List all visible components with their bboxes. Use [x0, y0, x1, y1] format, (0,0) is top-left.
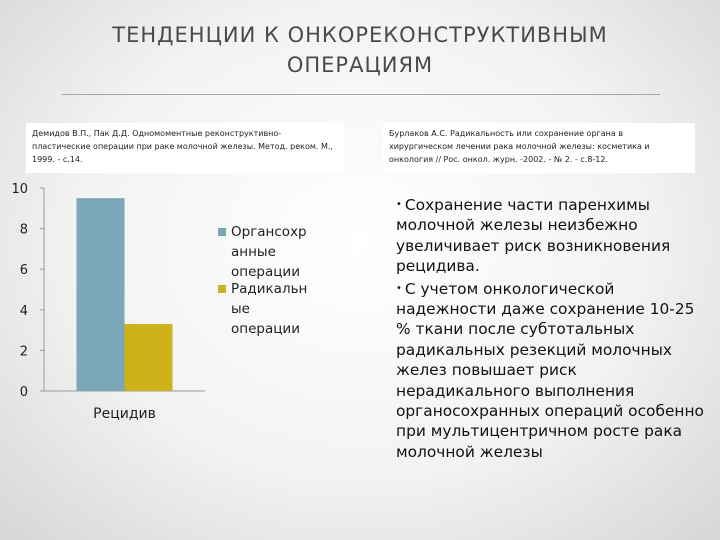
y-tick-label: 2	[19, 344, 28, 360]
x-tick-label: Рецидив	[93, 406, 156, 422]
bullet-text: С учетом онкологической надежности даже сохранение 10-25 % ткани после субтотальных радикальных резекций молочных желез повышает риск нерадикального выполнения органосохранных операций особенно при мультицентричном росте рака молочной железы	[396, 279, 704, 461]
y-tick-label: 4	[19, 303, 28, 319]
y-tick-label: 10	[11, 182, 28, 197]
bullet-dot-icon: •	[396, 199, 402, 210]
title-line-2: ОПЕРАЦИЯМ	[286, 53, 434, 77]
title-divider	[62, 94, 660, 95]
bar-2	[125, 324, 173, 391]
y-tick-label: 0	[19, 385, 28, 400]
legend-label: операции	[231, 321, 300, 337]
legend-label: анные	[231, 244, 276, 260]
legend-label: ые	[231, 301, 250, 317]
title-line-1: ТЕНДЕНЦИИ К ОНКОРЕКОНСТРУКТИВНЫМ	[112, 23, 608, 47]
bullet-list	[392, 195, 704, 464]
bullet-item	[392, 195, 704, 277]
bar-chart	[0, 176, 380, 426]
bullet-item	[392, 279, 704, 463]
bar-1	[77, 198, 125, 391]
y-tick-label: 6	[19, 263, 28, 279]
y-tick-label: 8	[19, 222, 28, 238]
legend-swatch-1	[218, 228, 226, 236]
bullet-text: Сохранение части паренхимы молочной железы неизбежно увеличивает риск возникновения рецидива.	[396, 196, 671, 276]
legend-label: Радикальн	[231, 281, 308, 297]
bullet-dot-icon: •	[396, 282, 402, 294]
legend-swatch-2	[218, 285, 226, 293]
legend-label: операции	[231, 264, 300, 280]
reference-left: Демидов В.П., Пак Д.Д. Одномоментные реконструктивно-пластические операции при раке молочной железы. Метод. реком. М., 1999. - с.14.	[26, 123, 344, 173]
legend-label: Органсохр	[231, 224, 307, 240]
reference-right: Бурлаков А.С. Радикальность или сохранение органа в хирургическом лечении рака молочной железы: косметика и онкология // Рос. онкол. журн. -2002. - № 2. - с.8-12.	[383, 123, 695, 173]
slide-title	[60, 20, 660, 80]
